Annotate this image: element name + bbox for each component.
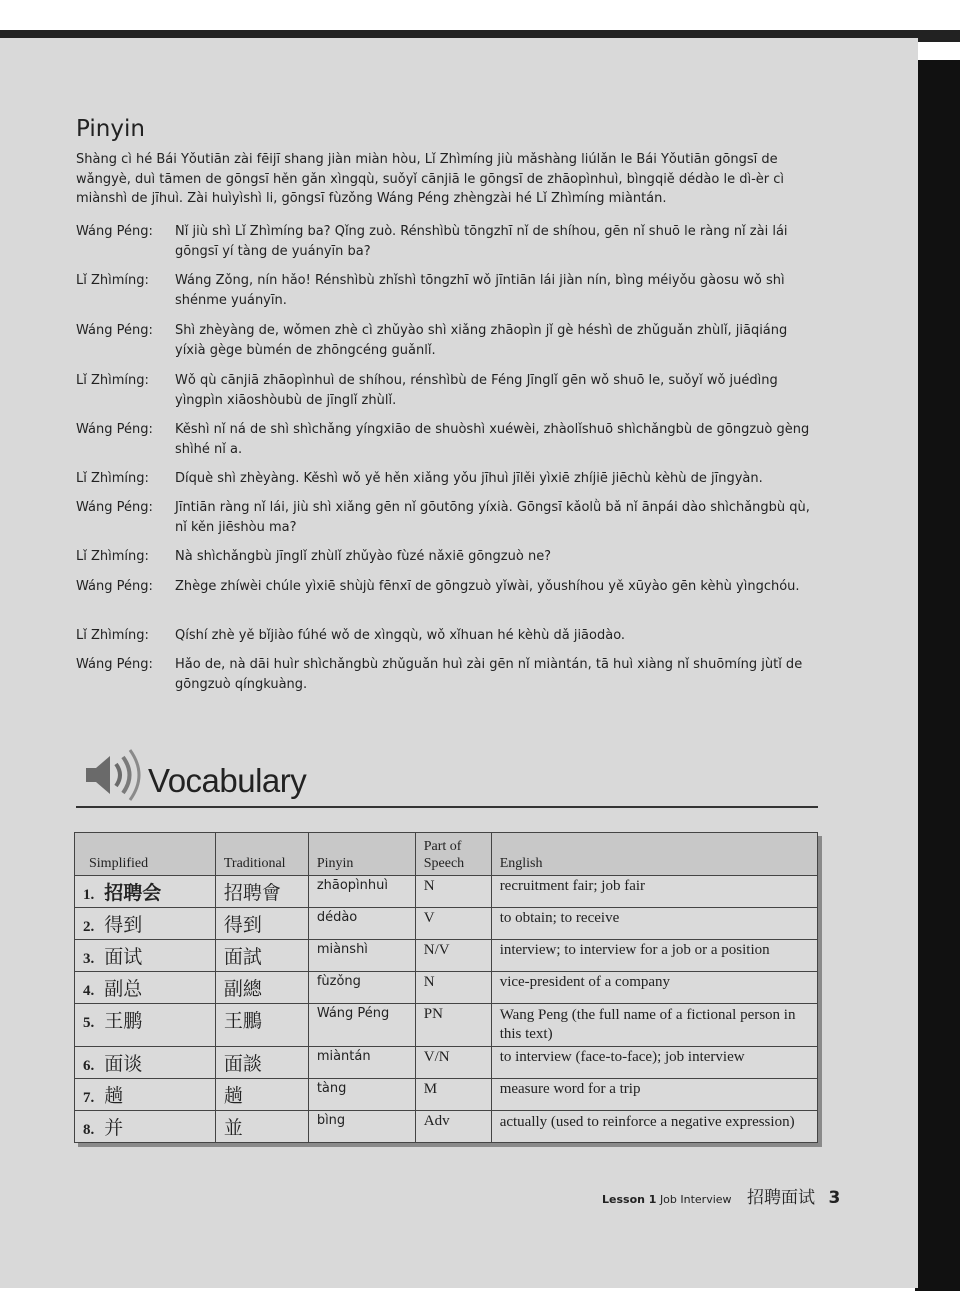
traditional-word: 副總 xyxy=(215,972,308,1004)
part-of-speech: V/N xyxy=(415,1047,491,1079)
speaker-name: Lǐ Zhìmíng: xyxy=(76,628,149,643)
dialogue-text: Wǒ qù cānjiā zhāopìnhuì de shíhou, rénshìbù de Féng Jīnglǐ gēn wǒ shuō le, suǒyǐ wǒ juédìng yìngpìn xiāoshòubù de jīnglǐ zhùlǐ. xyxy=(175,373,778,408)
traditional-word: 面試 xyxy=(215,940,308,972)
dialogue-text: Hǎo de, nà dāi huìr shìchǎngbù zhǔguǎn huì zài gēn nǐ miàntán, tā huì xiàng nǐ shuōmíng jùtǐ de gōngzuò qíngkuàng. xyxy=(175,657,803,692)
speaker-name: Wáng Péng: xyxy=(76,579,153,594)
speaker-icon xyxy=(78,742,148,806)
simplified-word: 副总 xyxy=(104,979,143,1000)
simplified-word: 面谈 xyxy=(104,1054,143,1075)
dialogue-line-5 xyxy=(76,420,821,459)
row-number: 6. xyxy=(83,1058,95,1074)
lesson-label: Lesson 1 xyxy=(602,1193,657,1206)
column-header: Traditional xyxy=(215,833,308,876)
traditional-word: 並 xyxy=(215,1111,308,1143)
speaker-name: Wáng Péng: xyxy=(76,224,153,239)
part-of-speech: N/V xyxy=(415,940,491,972)
dialogue-line-4 xyxy=(76,371,821,410)
simplified-word: 趟 xyxy=(104,1086,124,1107)
part-of-speech: N xyxy=(415,972,491,1004)
row-number: 5. xyxy=(83,1015,95,1031)
page-footer xyxy=(602,1183,840,1208)
dialogue-text: Nǐ jiù shì Lǐ Zhìmíng ba? Qǐng zuò. Rénshìbù tōngzhī nǐ de shíhou, gēn nǐ shuō le ràng nǐ zài lái gōngsī yí tàng de yuányīn ba? xyxy=(175,224,788,259)
dialogue-line-11 xyxy=(76,655,821,694)
scan-border-right xyxy=(915,60,960,1291)
vocabulary-header xyxy=(76,742,818,808)
pinyin-word: tàng xyxy=(308,1079,415,1111)
pinyin-word: bìng xyxy=(308,1111,415,1143)
pinyin-word: miàntán xyxy=(308,1047,415,1079)
dialogue-text: Jīntiān ràng nǐ lái, jiù shì xiǎng gēn nǐ gōutōng yíxià. Gōngsī kǎolǜ bǎ nǐ ānpái dào shìchǎngbù qù, nǐ kěn jiēshòu ma? xyxy=(175,500,810,535)
lesson-chinese-title: 招聘面试 xyxy=(747,1188,816,1208)
english-definition: vice-president of a company xyxy=(491,972,817,1004)
traditional-word: 趟 xyxy=(215,1079,308,1111)
dialogue-text: Kěshì nǐ ná de shì shìchǎng yíngxiāo de shuòshì xuéwèi, zhàolǐshuō shìchǎngbù de gōngzuò gèng shìhé nǐ a. xyxy=(175,422,810,457)
dialogue-line-7 xyxy=(76,498,821,537)
row-number: 1. xyxy=(83,887,95,903)
part-of-speech: M xyxy=(415,1079,491,1111)
speaker-name: Wáng Péng: xyxy=(76,657,153,672)
english-definition: recruitment fair; job fair xyxy=(491,876,817,908)
english-definition: interview; to interview for a job or a position xyxy=(491,940,817,972)
simplified-word: 并 xyxy=(104,1118,124,1139)
traditional-word: 招聘會 xyxy=(215,876,308,908)
english-definition: to obtain; to receive xyxy=(491,908,817,940)
lesson-title: Job Interview xyxy=(659,1193,732,1206)
speaker-name: Lǐ Zhìmíng: xyxy=(76,549,149,564)
simplified-cell xyxy=(75,1079,216,1111)
row-number: 2. xyxy=(83,919,95,935)
row-number: 8. xyxy=(83,1122,95,1138)
table-row xyxy=(75,908,818,940)
row-number: 7. xyxy=(83,1090,95,1106)
simplified-cell xyxy=(75,940,216,972)
dialogue-text: Shì zhèyàng de, wǒmen zhè cì zhǔyào shì xiǎng zhāopìn jǐ gè héshì de zhǔguǎn zhùlǐ, jiāqiáng yíxià gège bùmén de zhōngcéng guǎnlǐ. xyxy=(175,323,788,358)
table-row xyxy=(75,1111,818,1143)
pinyin-word: zhāopìnhuì xyxy=(308,876,415,908)
pinyin-word: dédào xyxy=(308,908,415,940)
speaker-name: Wáng Péng: xyxy=(76,500,153,515)
pinyin-word: fùzǒng xyxy=(308,972,415,1004)
dialogue-text: Nà shìchǎngbù jīnglǐ zhùlǐ zhǔyào fùzé nǎxiē gōngzuò ne? xyxy=(175,549,552,564)
page-number: 3 xyxy=(828,1188,841,1208)
dialogue-text: Qíshí zhè yě bǐjiào fúhé wǒ de xìngqù, wǒ xǐhuan hé kèhù dǎ jiāodào. xyxy=(175,628,626,643)
row-number: 4. xyxy=(83,983,95,999)
table-row xyxy=(75,1004,818,1047)
dialogue-line-8 xyxy=(76,547,821,567)
english-definition: actually (used to reinforce a negative expression) xyxy=(491,1111,817,1143)
traditional-word: 面談 xyxy=(215,1047,308,1079)
table-header-row xyxy=(75,833,818,876)
column-header: English xyxy=(491,833,817,876)
speaker-name: Lǐ Zhìmíng: xyxy=(76,373,149,388)
part-of-speech: Adv xyxy=(415,1111,491,1143)
part-of-speech: PN xyxy=(415,1004,491,1047)
simplified-cell xyxy=(75,876,216,908)
speaker-name: Wáng Péng: xyxy=(76,323,153,338)
simplified-word: 得到 xyxy=(104,915,143,936)
pinyin-word: miànshì xyxy=(308,940,415,972)
table-row xyxy=(75,940,818,972)
speaker-name: Wáng Péng: xyxy=(76,422,153,437)
dialogue-line-6 xyxy=(76,469,821,489)
english-definition: Wang Peng (the full name of a fictional person in this text) xyxy=(491,1004,817,1047)
table-row xyxy=(75,876,818,908)
simplified-word: 招聘会 xyxy=(104,883,162,904)
english-definition: to interview (face-to-face); job interview xyxy=(491,1047,817,1079)
column-header: Simplified xyxy=(75,833,216,876)
column-header: Pinyin xyxy=(308,833,415,876)
simplified-word: 王鹏 xyxy=(104,1011,143,1032)
simplified-cell xyxy=(75,1047,216,1079)
dialogue-text: Zhège zhíwèi chúle yìxiē shùjù fēnxī de gōngzuò yǐwài, yǒushíhou yě xūyào gēn kèhù yìngchóu. xyxy=(175,579,800,594)
pinyin-heading: Pinyin xyxy=(76,116,145,142)
speaker-name: Lǐ Zhìmíng: xyxy=(76,273,149,288)
dialogue-line-10 xyxy=(76,626,821,646)
dialogue-line-3 xyxy=(76,321,821,360)
table-row xyxy=(75,972,818,1004)
simplified-cell xyxy=(75,1004,216,1047)
vocabulary-table xyxy=(74,832,818,1143)
simplified-word: 面试 xyxy=(104,947,143,968)
traditional-word: 得到 xyxy=(215,908,308,940)
simplified-cell xyxy=(75,908,216,940)
dialogue-line-9 xyxy=(76,577,821,597)
pinyin-intro-paragraph: Shàng cì hé Bái Yǒutiān zài fēijī shang jiàn miàn hòu, Lǐ Zhìmíng jiù mǎshàng liúlǎn le Bái Yǒutiān gōngsī de wǎngyè, duì tāmen de gōngsī hěn gǎn xìngqù, suǒyǐ cānjiā le gōngsī de zhāopìnhuì, bìngqiě dédào le dì-èr cì miànshì de jīhuì. Zài huìyìshì li, gōngsī fùzǒng Wáng Péng zhèngzài hé Lǐ Zhìmíng miàntán. xyxy=(76,152,785,206)
dialogue-line-2 xyxy=(76,271,821,310)
dialogue-text: Díquè shì zhèyàng. Kěshì wǒ yě hěn xiǎng yǒu jīhuì jīlěi yìxiē zhíjiē jiēchù kèhù de jīngyàn. xyxy=(175,471,763,486)
pinyin-word: Wáng Péng xyxy=(308,1004,415,1047)
part-of-speech: V xyxy=(415,908,491,940)
table-row xyxy=(75,1079,818,1111)
table-row xyxy=(75,1047,818,1079)
speaker-name: Lǐ Zhìmíng: xyxy=(76,471,149,486)
column-header: Part of Speech xyxy=(415,833,491,876)
traditional-word: 王鵬 xyxy=(215,1004,308,1047)
simplified-cell xyxy=(75,1111,216,1143)
dialogue-line-1 xyxy=(76,222,821,261)
part-of-speech: N xyxy=(415,876,491,908)
dialogue-text: Wáng Zǒng, nín hǎo! Rénshìbù zhǐshì tōngzhī wǒ jīntiān lái jiàn nín, bìng méiyǒu gàosu wǒ shì shénme yuányīn. xyxy=(175,273,785,308)
simplified-cell xyxy=(75,972,216,1004)
row-number: 3. xyxy=(83,951,95,967)
english-definition: measure word for a trip xyxy=(491,1079,817,1111)
vocabulary-heading: Vocabulary xyxy=(148,762,307,799)
